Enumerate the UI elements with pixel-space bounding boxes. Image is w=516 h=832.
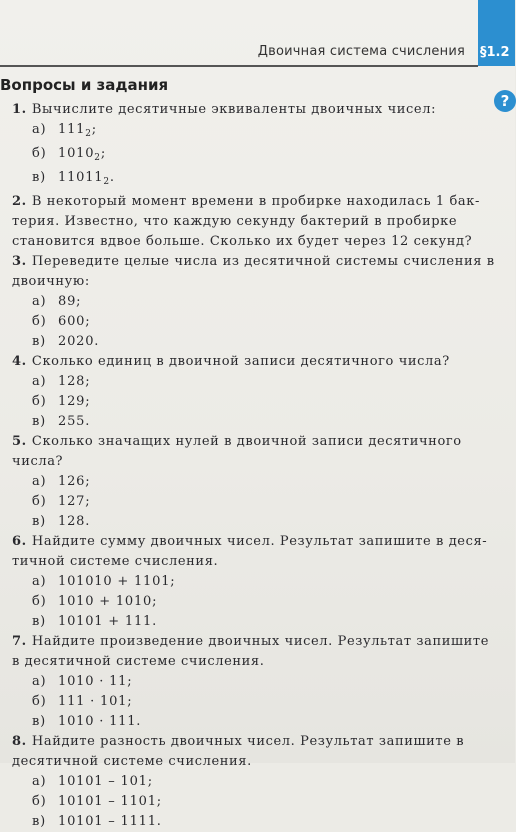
- item-letter: б): [32, 794, 47, 809]
- task-text: 4. Сколько единиц в двоичной записи десятичного числа?: [12, 354, 450, 369]
- section-heading: Вопросы и задания: [0, 76, 169, 94]
- item-text: 1010: [58, 146, 95, 161]
- item-text: 1010 · 111.: [58, 714, 142, 729]
- task-text-line: [0, 752, 490, 772]
- item-text: 11011: [58, 170, 104, 185]
- task-text-line: [0, 212, 490, 232]
- task-items: [0, 120, 490, 192]
- task-7: [0, 632, 490, 732]
- task-number: 5.: [12, 434, 32, 449]
- task-text: 7. Найдите произведение двоичных чисел. Результат запишите: [12, 634, 490, 649]
- item-text: 10101 – 1101;: [58, 794, 162, 809]
- task-number: 3.: [12, 254, 32, 269]
- task-item: [32, 120, 490, 144]
- task-5: [0, 432, 490, 532]
- section-number: §1.2: [480, 45, 510, 60]
- item-text: 101010 + 1101;: [58, 574, 176, 589]
- task-item: [32, 144, 490, 168]
- item-suffix: ;: [91, 122, 97, 137]
- item-letter: а): [32, 122, 47, 137]
- task-item: [32, 672, 490, 692]
- task-text: 2. В некоторый момент времени в пробирке находилась 1 бак-: [12, 194, 480, 209]
- task-items: [0, 372, 490, 432]
- task-item: [32, 772, 490, 792]
- task-3: [0, 252, 495, 352]
- task-items: [0, 292, 490, 352]
- task-number: 4.: [12, 354, 32, 369]
- task-item: [32, 312, 490, 332]
- item-letter: а): [32, 374, 47, 389]
- task-text: двоичную:: [12, 274, 90, 289]
- task-text-line: [0, 632, 490, 652]
- item-text: 10101 – 101;: [58, 774, 153, 789]
- item-letter: а): [32, 474, 47, 489]
- item-text: 111 · 101;: [58, 694, 133, 709]
- task-text-line: [0, 732, 490, 752]
- item-text: 255.: [58, 414, 91, 429]
- task-2: [0, 192, 490, 252]
- item-letter: в): [32, 414, 46, 429]
- task-item: [32, 692, 490, 712]
- item-letter: в): [32, 514, 46, 529]
- task-items: [0, 672, 490, 732]
- item-letter: в): [32, 170, 46, 185]
- item-suffix: .: [109, 170, 115, 185]
- running-header-title: Двоичная система счисления: [257, 44, 465, 59]
- task-text: становится вдвое больше. Сколько их будет через 12 секунд?: [12, 234, 473, 249]
- task-item: [32, 492, 490, 512]
- task-item: [32, 572, 490, 592]
- task-items: [0, 472, 490, 532]
- item-text: 89;: [58, 294, 82, 309]
- item-letter: б): [32, 594, 47, 609]
- task-text: 6. Найдите сумму двоичных чисел. Результат запишите в деся-: [12, 534, 488, 549]
- item-text: 2020.: [58, 334, 100, 349]
- item-letter: б): [32, 394, 47, 409]
- item-text: 10101 – 1111.: [58, 814, 162, 829]
- item-letter: б): [32, 146, 47, 161]
- task-item: [32, 332, 490, 352]
- task-text-line: [0, 252, 495, 272]
- item-base: 2: [94, 153, 101, 163]
- task-text: терия. Известно, что каждую секунду бактерий в пробирке: [12, 214, 458, 229]
- task-text: числа?: [12, 454, 64, 469]
- task-text-line: [0, 452, 490, 472]
- item-text: 600;: [58, 314, 91, 329]
- item-text: 126;: [58, 474, 91, 489]
- item-text: 111: [58, 122, 86, 137]
- item-text: 127;: [58, 494, 91, 509]
- item-letter: б): [32, 694, 47, 709]
- task-item: [32, 812, 490, 832]
- task-text: тичной системе счисления.: [12, 554, 219, 569]
- item-letter: в): [32, 614, 46, 629]
- item-base: 2: [85, 129, 92, 139]
- task-items: [0, 772, 490, 832]
- task-text: 5. Сколько значащих нулей в двоичной записи десятичного: [12, 434, 462, 449]
- task-text: 3. Переведите целые числа из десятичной системы счисления в: [12, 254, 495, 269]
- item-text: 1010 + 1010;: [58, 594, 158, 609]
- item-text: 1010 · 11;: [58, 674, 133, 689]
- task-items: [0, 572, 490, 632]
- task-8: [0, 732, 490, 832]
- task-text-line: [0, 192, 490, 212]
- item-letter: б): [32, 494, 47, 509]
- task-6: [0, 532, 490, 632]
- item-letter: в): [32, 334, 46, 349]
- task-number: 7.: [12, 634, 32, 649]
- task-item: [32, 292, 490, 312]
- task-item: [32, 512, 490, 532]
- task-text-line: [0, 432, 490, 452]
- task-item: [32, 792, 490, 812]
- task-text-line: [0, 532, 490, 552]
- task-item: [32, 412, 490, 432]
- task-number: 8.: [12, 734, 32, 749]
- task-number: 6.: [12, 534, 32, 549]
- task-item: [32, 592, 490, 612]
- task-4: [0, 352, 490, 432]
- item-letter: а): [32, 674, 47, 689]
- task-text-line: [0, 652, 490, 672]
- task-text: десятичной системе счисления.: [12, 754, 252, 769]
- task-text-line: [0, 232, 490, 252]
- item-suffix: ;: [100, 146, 107, 161]
- item-letter: в): [32, 714, 46, 729]
- task-list: [0, 100, 495, 832]
- item-letter: а): [32, 774, 47, 789]
- running-header: [0, 38, 515, 66]
- item-text: 128;: [58, 374, 91, 389]
- item-base: 2: [103, 177, 110, 187]
- item-letter: в): [32, 814, 46, 829]
- task-text-line: [0, 272, 490, 292]
- task-number: 1.: [12, 102, 32, 117]
- task-item: [32, 612, 490, 632]
- task-item: [32, 168, 490, 192]
- task-1: [0, 100, 490, 192]
- task-text-line: [0, 100, 490, 120]
- task-text: 8. Найдите разность двоичных чисел. Результат запишите в: [12, 734, 465, 749]
- task-text: 1. Вычислите десятичные эквиваленты двоичных чисел:: [12, 102, 437, 117]
- task-text-line: [0, 552, 490, 572]
- task-item: [32, 712, 490, 732]
- task-item: [32, 372, 490, 392]
- task-item: [32, 392, 490, 412]
- item-text: 10101 + 111.: [58, 614, 158, 629]
- item-letter: б): [32, 314, 47, 329]
- task-text: в десятичной системе счисления.: [12, 654, 265, 669]
- item-letter: а): [32, 574, 47, 589]
- question-mark-icon: ?: [494, 90, 516, 112]
- task-number: 2.: [12, 194, 32, 209]
- item-text: 129;: [58, 394, 91, 409]
- item-text: 128.: [58, 514, 91, 529]
- task-text-line: [0, 352, 490, 372]
- task-item: [32, 472, 490, 492]
- header-rule: [0, 65, 478, 67]
- item-letter: а): [32, 294, 47, 309]
